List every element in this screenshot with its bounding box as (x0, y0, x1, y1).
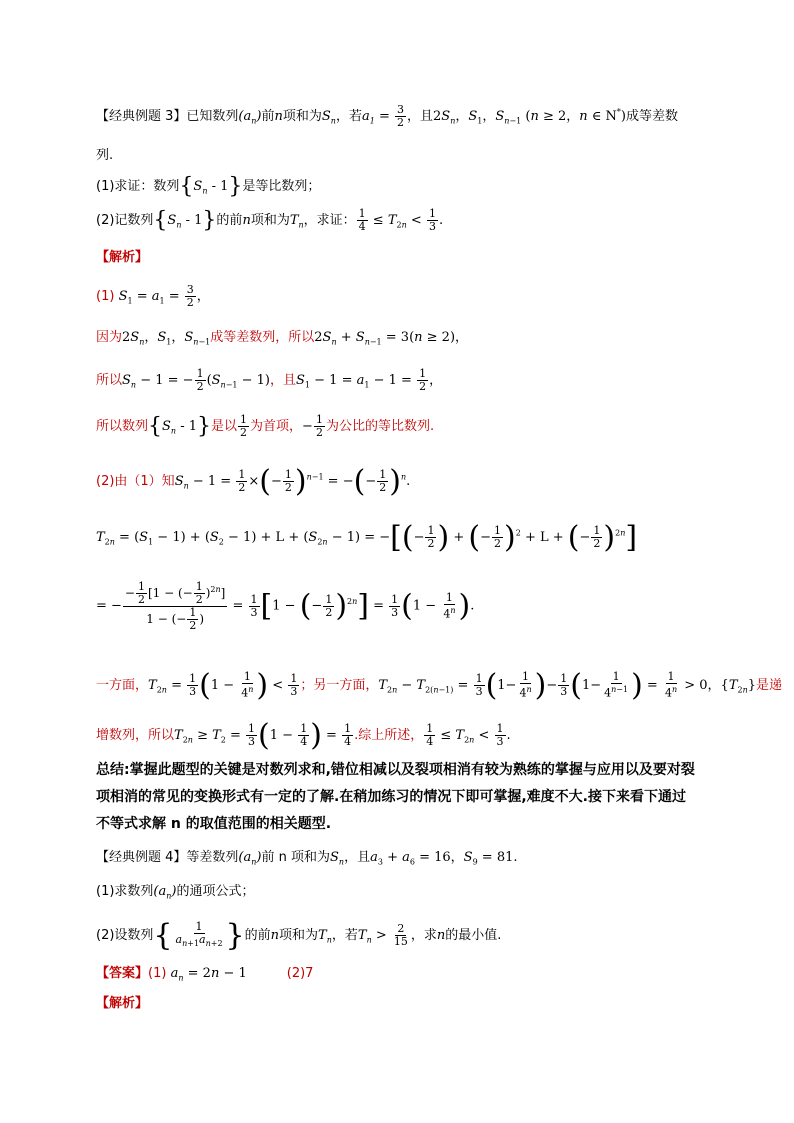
solution-step4: 所以数列$\{S_n - 1\}$是以 $\frac{1}{2}$ 为首项，− $\frac{1}{2}$ 为公比的等比数列. (96, 413, 435, 439)
example3-analysis-heading: 【解析】 (96, 250, 149, 265)
example3-question2: (2)记数列$\{S_n - 1\}$的前n项和为$T_n$，求证： $\frac{1}{4}$ ≤ $T_{2n}$ < $\frac{1}{3}$ . (96, 207, 444, 233)
example3-question1: (1)求证：数列$\{S_n - 1\}$是等比数列； (96, 174, 321, 199)
solution-step1: (1) $S_1 = a_1$ = $\frac{3}{2}$ ， (96, 283, 210, 309)
example4-question2: (2)设数列{ $\frac{1}{a_{n+1}a_{n+2}}$ }的前n项和为$T_n$，若$T_n$ > $\frac{2}{15}$ ，求n的最小值. (96, 918, 502, 953)
solution-step2: 因为$2S_n$，$S_1$，$S_{n-1}$成等差数列，所以$2S_n + S_{n-1} = 3(n \ge 2)$， (96, 330, 469, 347)
example4-stem: 【经典例题 4】等差数列$(a_n)$前 n 项和为$S_n$，且$a_3 + a_6 = 16$，$S_9 = 81$. (96, 850, 518, 867)
solution-step9: 增数列，所以$T_{2n} \ge T_2$ = $\frac{1}{3}$ (1 − $\frac{1}{4}$ ) = $\frac{1}{4}$ .综上所述， $\frac{1}{4}$ ≤ $T_{2n}$ < $\frac{1}{3}$ . (96, 718, 511, 753)
summary-paragraph: 总结:掌握此题型的关键是对数列求和,错位相减以及裂项相消有较为熟练的掌握与应用以及要对裂项相消的常见的变换形式有一定的了解.在稍加练习的情况下即可掌握,难度不大.接下来看下通过不等式求解 n 的取值范围的相关题型. (96, 762, 695, 832)
example4-analysis-heading: 【解析】 (96, 996, 149, 1011)
solution-step6: $T_{2n} = (S_1 - 1) + (S_2 - 1) + L + (S_{2n} - 1)$ = −[(− $\frac{1}{2}$ ) + (− $\frac{1}{2}$ )$^2$ + L + (− $\frac{1}{2}$ )$^{2n}$] (96, 520, 638, 555)
solution-step3: 所以$S_n - 1$ = − $\frac{1}{2}$ $(S_{n-1} - 1)$，且$S_1 - 1 = a_1 - 1$ = $\frac{1}{2}$ ， (96, 367, 443, 393)
solution-step7: = − − $\frac{1}{2}$ [1 − (− $\frac{1}{2}$ )$^{2n}$] 1 − (− $\frac{1}{2}$ ) = $\frac{1}{3}$ [1 − (− $\frac{1}{2}$ )$^{2n}$] = $\frac{1}{3}$ (1 − $\frac{1}{4^n}$ ). (96, 580, 475, 632)
solution-step8: 一方面，$T_{2n}$ = $\frac{1}{3}$ (1 − $\frac{1}{4^n}$ ) < $\frac{1}{3}$ ；另一方面，$T_{2n} - T_{2(n-1)}$ = $\frac{1}{3}$ (1− $\frac{1}{4^n}$ )− $\frac{1}{3}$ (1− $\frac{1}{4^{n-1}}$ ) = $\frac{1}{4^n}$ > 0，$\{T_{2n}\}$是递 (96, 668, 783, 703)
example4-tag: 【经典例题 4】 (96, 850, 187, 865)
solution-step5: (2)由（1）知$S_n - 1$ = $\frac{1}{2}$ ×(− $\frac{1}{2}$ )$^{n-1}$ = −(− $\frac{1}{2}$ )$^n$. (96, 464, 411, 499)
example3-stem: 【经典例题 3】已知数列$(a_n)$前n项和为$S_n$，若$a_1$ = $\frac{3}{2}$ ，且$2S_n$，$S_1$，$S_{n-1}$ (n ≥ 2，n ∈ N*)成等差数 (96, 103, 679, 129)
example4-answer: 【答案】(1) $a_n = 2n - 1$ (2)7 (96, 966, 314, 983)
example4-question1: (1)求数列$(a_n)$的通项公式； (96, 884, 255, 901)
example3-tag: 【经典例题 3】 (96, 109, 187, 124)
